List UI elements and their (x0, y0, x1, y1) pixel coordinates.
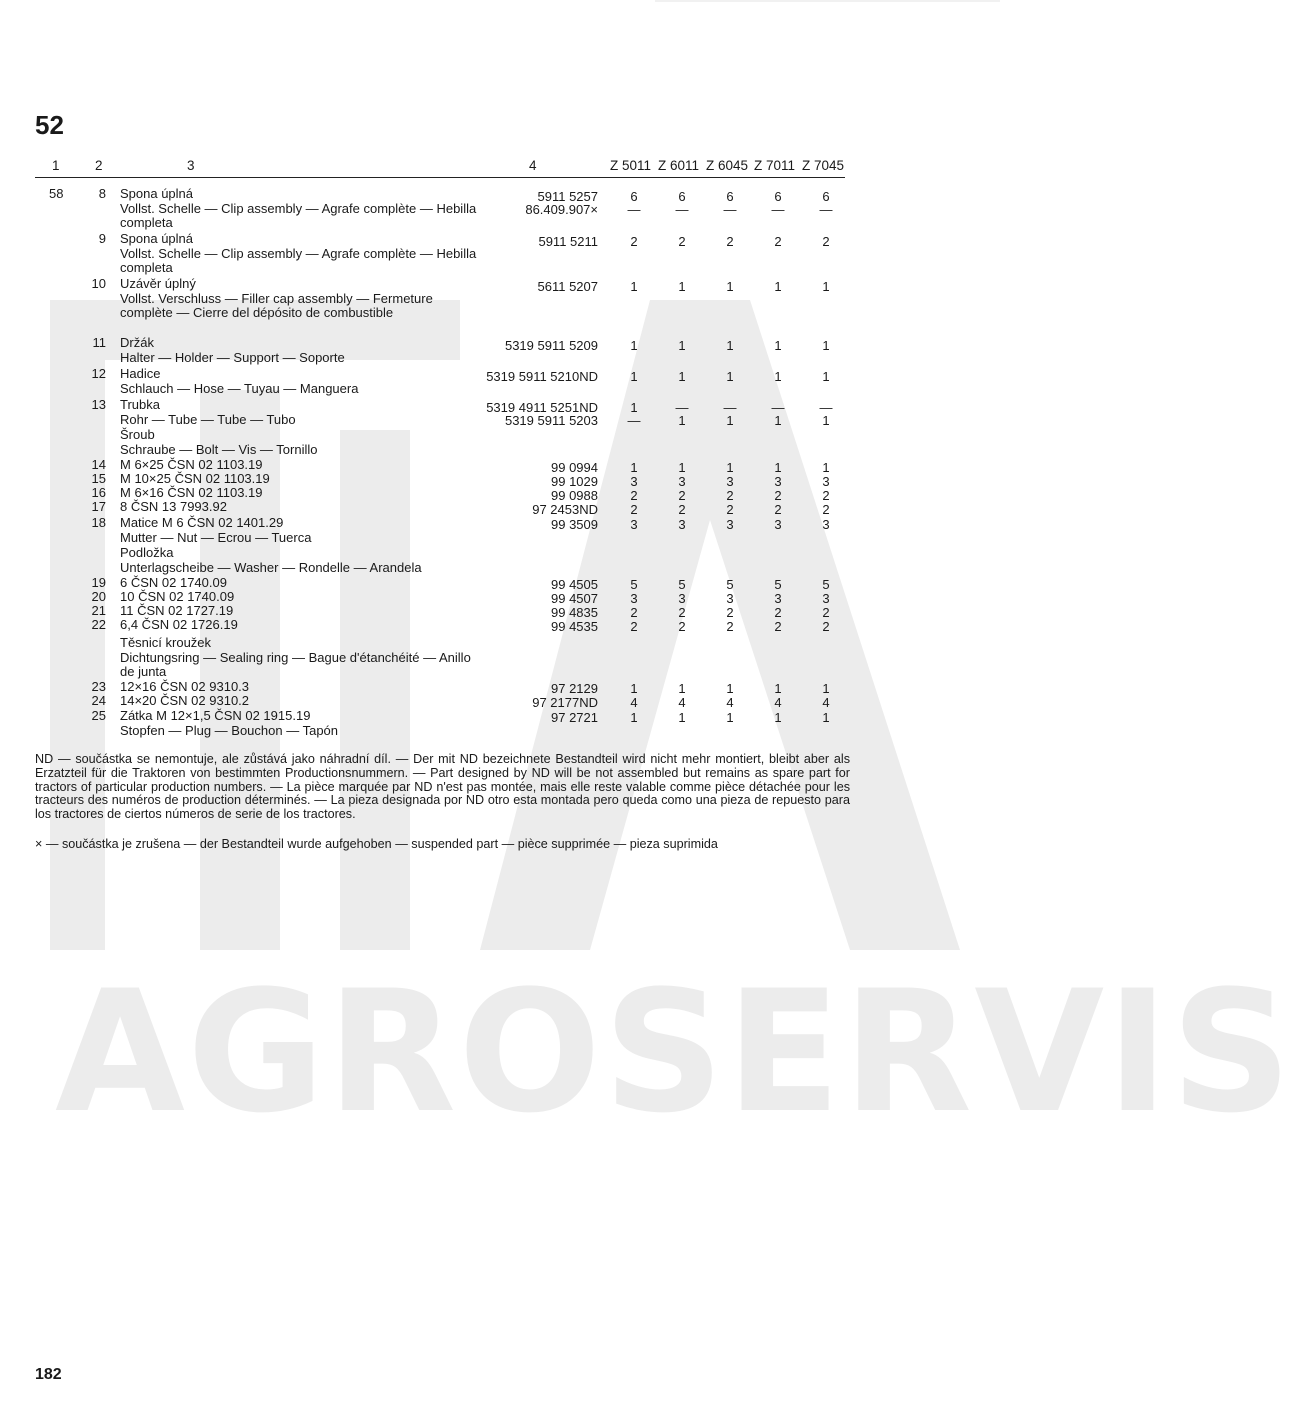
quantity-z-7045: — (819, 400, 833, 415)
quantity-z-7045: 4 (822, 695, 830, 710)
quantity-z-5011: 2 (630, 488, 638, 503)
quantity-z-7045: 1 (822, 369, 830, 384)
quantity-z-5011: 1 (630, 460, 638, 475)
part-description: 14×20 ČSN 02 9310.2 (120, 693, 250, 708)
part-number: 99 4507 (551, 591, 598, 606)
position-number: 24 (91, 693, 106, 708)
quantity-z-7011: 1 (774, 369, 782, 384)
part-description: M 6×25 ČSN 02 1103.19 (120, 457, 263, 472)
quantity-z-6011: 2 (678, 502, 686, 517)
quantity-z-5011: 1 (630, 369, 638, 384)
part-description: Těsnicí kroužek Dichtungsring — Sealing ring — Bague d'étanchéité — Anillo de junta (120, 635, 471, 680)
part-description: M 10×25 ČSN 02 1103.19 (120, 471, 270, 486)
quantity-z-6045: 1 (726, 681, 734, 696)
quantity-z-7011: 6 (774, 189, 782, 204)
column-header-1: 1 (52, 158, 60, 173)
part-description: 6,4 ČSN 02 1726.19 (120, 617, 238, 632)
quantity-z-6011: 4 (678, 695, 686, 710)
model-header: Z 7045 (802, 158, 845, 173)
part-number: 5319 4911 5251ND (486, 400, 598, 415)
quantity-z-7045: 1 (822, 710, 830, 725)
part-number: 99 4535 (551, 619, 598, 634)
section-number: 52 (35, 110, 64, 140)
quantity-z-7011: 3 (774, 591, 782, 606)
position-number: 14 (91, 457, 106, 472)
quantity-z-6011: 1 (678, 369, 686, 384)
quantity-z-7011: 1 (774, 413, 782, 428)
quantity-z-5011: — (627, 202, 641, 217)
quantity-z-5011: 2 (630, 605, 638, 620)
quantity-z-7045: 2 (822, 605, 830, 620)
quantity-z-6011: 2 (678, 605, 686, 620)
part-description: 10 ČSN 02 1740.09 (120, 589, 235, 604)
position-number: 21 (91, 603, 106, 618)
quantity-z-7011: 2 (774, 234, 782, 249)
page-number: 182 (35, 1366, 62, 1383)
part-description: Zátka M 12×1,5 ČSN 02 1915.19 Stopfen — Plug — Bouchon — Tapón (120, 708, 339, 738)
quantity-z-6011: 3 (678, 591, 686, 606)
quantity-z-6011: 3 (678, 517, 686, 532)
position-number: 13 (91, 397, 106, 412)
footnote-suspended: × — součástka je zrušena — der Bestandteil wurde aufgehoben — suspended part — pièce supprimée — pieza suprimida (35, 837, 718, 851)
quantity-z-5011: 3 (630, 591, 638, 606)
quantity-z-7011: 1 (774, 681, 782, 696)
quantity-z-6011: 1 (678, 413, 686, 428)
quantity-z-7011: 1 (774, 338, 782, 353)
model-header: Z 7011 (754, 158, 796, 173)
quantity-z-5011: 2 (630, 502, 638, 517)
quantity-z-7045: 3 (822, 474, 830, 489)
quantity-z-6011: 3 (678, 474, 686, 489)
part-description: 12×16 ČSN 02 9310.3 (120, 679, 250, 694)
quantity-z-6045: — (723, 400, 737, 415)
part-description: Podložka Unterlagscheibe — Washer — Rondelle — Arandela (120, 545, 422, 575)
quantity-z-6011: 1 (678, 279, 686, 294)
quantity-z-5011: 1 (630, 710, 638, 725)
quantity-z-6011: 1 (678, 338, 686, 353)
part-number: 99 1029 (551, 474, 598, 489)
part-number: 5911 5257 (537, 189, 598, 204)
quantity-z-7045: 2 (822, 502, 830, 517)
quantity-z-6045: 1 (726, 710, 734, 725)
part-number: 5319 5911 5210ND (486, 369, 598, 384)
quantity-z-5011: 3 (630, 474, 638, 489)
quantity-z-6045: 4 (726, 695, 734, 710)
quantity-z-6045: 1 (726, 369, 734, 384)
quantity-z-5011: — (627, 413, 641, 428)
quantity-z-7011: 1 (774, 279, 782, 294)
quantity-z-6045: 1 (726, 338, 734, 353)
part-description: Hadice Schlauch — Hose — Tuyau — Manguera (120, 366, 359, 396)
quantity-z-7011: 2 (774, 605, 782, 620)
quantity-z-7045: 6 (822, 189, 830, 204)
part-description: Držák Halter — Holder — Support — Soporte (120, 335, 345, 365)
quantity-z-6011: — (675, 400, 689, 415)
position-number: 19 (91, 575, 106, 590)
quantity-z-6045: 2 (726, 502, 734, 517)
quantity-z-7011: 2 (774, 619, 782, 634)
part-number: 99 3509 (551, 517, 598, 532)
part-number: 86.409.907× (525, 202, 598, 217)
quantity-z-6045: 3 (726, 517, 734, 532)
part-description: M 6×16 ČSN 02 1103.19 (120, 485, 263, 500)
part-description: 6 ČSN 02 1740.09 (120, 575, 227, 590)
position-number: 15 (91, 471, 106, 486)
quantity-z-7011: 1 (774, 460, 782, 475)
quantity-z-6045: 3 (726, 474, 734, 489)
quantity-z-7011: 3 (774, 517, 782, 532)
position-number: 9 (98, 231, 106, 246)
part-description: 8 ČSN 13 7993.92 (120, 499, 227, 514)
quantity-z-7045: 2 (822, 234, 830, 249)
quantity-z-6045: 1 (726, 279, 734, 294)
position-number: 12 (91, 366, 106, 381)
part-description: Spona úplná Vollst. Schelle — Clip assembly — Agrafe complète — Hebilla completa (120, 186, 477, 231)
quantity-z-7045: — (819, 202, 833, 217)
part-number: 97 2129 (551, 681, 598, 696)
quantity-z-5011: 5 (630, 577, 638, 592)
position-number: 17 (91, 499, 106, 514)
quantity-z-5011: 6 (630, 189, 638, 204)
part-description: Matice M 6 ČSN 02 1401.29 Mutter — Nut — Ecrou — Tuerca (120, 515, 312, 545)
position-number: 22 (91, 617, 106, 632)
position-number: 18 (91, 515, 106, 530)
column-header-4: 4 (529, 158, 537, 173)
position-number: 8 (98, 186, 106, 201)
quantity-z-6011: 6 (678, 189, 686, 204)
quantity-z-6045: 5 (726, 577, 734, 592)
quantity-z-7011: 5 (774, 577, 782, 592)
quantity-z-7045: 1 (822, 460, 830, 475)
quantity-z-6045: 2 (726, 488, 734, 503)
part-number: 5611 5207 (537, 279, 598, 294)
quantity-z-7045: 1 (822, 413, 830, 428)
quantity-z-7011: 3 (774, 474, 782, 489)
quantity-z-5011: 1 (630, 681, 638, 696)
quantity-z-5011: 2 (630, 619, 638, 634)
quantity-z-7045: 3 (822, 591, 830, 606)
part-description: Uzávěr úplný Vollst. Verschluss — Filler cap assembly — Fermeture complète — Cierre del dépósito de combustible (120, 276, 433, 321)
quantity-z-5011: 1 (630, 400, 638, 415)
part-number: 99 4835 (551, 605, 598, 620)
part-description: 11 ČSN 02 1727.19 (120, 603, 234, 618)
quantity-z-6045: 3 (726, 591, 734, 606)
quantity-z-6011: 2 (678, 488, 686, 503)
quantity-z-6011: 2 (678, 234, 686, 249)
quantity-z-7045: 2 (822, 488, 830, 503)
quantity-z-7011: 4 (774, 695, 782, 710)
quantity-z-6045: 2 (726, 234, 734, 249)
quantity-z-7011: 2 (774, 502, 782, 517)
header-rule (35, 177, 845, 178)
part-number: 97 2177ND (532, 695, 598, 710)
quantity-z-5011: 1 (630, 338, 638, 353)
quantity-z-6011: — (675, 202, 689, 217)
quantity-z-7045: 1 (822, 681, 830, 696)
column-header-3: 3 (187, 158, 195, 173)
quantity-z-6045: 1 (726, 460, 734, 475)
group-number: 58 (49, 186, 64, 201)
position-number: 25 (91, 708, 106, 723)
column-header-2: 2 (95, 158, 103, 173)
quantity-z-6011: 1 (678, 681, 686, 696)
position-number: 16 (91, 485, 106, 500)
quantity-z-6045: 6 (726, 189, 734, 204)
model-header: Z 6045 (706, 158, 749, 173)
footnote-nd: ND — součástka se nemontuje, ale zůstává jako náhradní díl. — Der mit ND bezeichnete Bestandteil wird nicht mehr montiert, bleibt aber als Erzatzteil für die Traktoren von bestimmten Productionsnummern. — Part designed by ND will be not assembled but remains as spare part for tractors of particular production numbers. — La pièce marquée par ND n'est pas montée, mais elle reste valable comme pièce détachée pour les tracteurs des numéros de production déterminés. — La pieza designada por ND otro esta montada pero queda como una pieza de repuesto para los tractores de ciertos números de serie de los tractores. (35, 752, 850, 822)
quantity-z-7045: 3 (822, 517, 830, 532)
part-number: 99 0988 (551, 488, 598, 503)
quantity-z-6045: 1 (726, 413, 734, 428)
quantity-z-5011: 1 (630, 279, 638, 294)
part-number: 99 4505 (551, 577, 598, 592)
quantity-z-6011: 5 (678, 577, 686, 592)
part-number: 97 2453ND (532, 502, 598, 517)
quantity-z-6045: — (723, 202, 737, 217)
quantity-z-6045: 2 (726, 619, 734, 634)
position-number: 10 (91, 276, 106, 291)
quantity-z-5011: 2 (630, 234, 638, 249)
part-number: 5319 5911 5203 (504, 413, 598, 428)
quantity-z-7011: 1 (774, 710, 782, 725)
quantity-z-7045: 1 (822, 279, 830, 294)
watermark-text: AGROSERVIS (55, 954, 1294, 1150)
quantity-z-6011: 2 (678, 619, 686, 634)
part-description: Šroub Schraube — Bolt — Vis — Tornillo (120, 427, 318, 457)
quantity-z-6045: 2 (726, 605, 734, 620)
position-number: 20 (91, 589, 106, 604)
quantity-z-7045: 5 (822, 577, 830, 592)
top-edge-line (655, 0, 1000, 2)
quantity-z-5011: 3 (630, 517, 638, 532)
quantity-z-7011: 2 (774, 488, 782, 503)
quantity-z-5011: 4 (630, 695, 638, 710)
part-number: 5911 5211 (538, 234, 598, 249)
position-number: 11 (92, 335, 106, 350)
quantity-z-7011: — (771, 400, 785, 415)
part-description: Trubka Rohr — Tube — Tube — Tubo (120, 397, 296, 427)
part-description: Spona úplná Vollst. Schelle — Clip assembly — Agrafe complète — Hebilla completa (120, 231, 477, 276)
quantity-z-7045: 1 (822, 338, 830, 353)
part-number: 5319 5911 5209 (504, 338, 598, 353)
model-header: Z 5011 (610, 158, 652, 173)
quantity-z-7011: — (771, 202, 785, 217)
quantity-z-6011: 1 (678, 460, 686, 475)
part-number: 99 0994 (551, 460, 598, 475)
model-header: Z 6011 (658, 158, 700, 173)
quantity-z-7045: 2 (822, 619, 830, 634)
part-number: 97 2721 (551, 710, 598, 725)
quantity-z-6011: 1 (678, 710, 686, 725)
position-number: 23 (91, 679, 106, 694)
